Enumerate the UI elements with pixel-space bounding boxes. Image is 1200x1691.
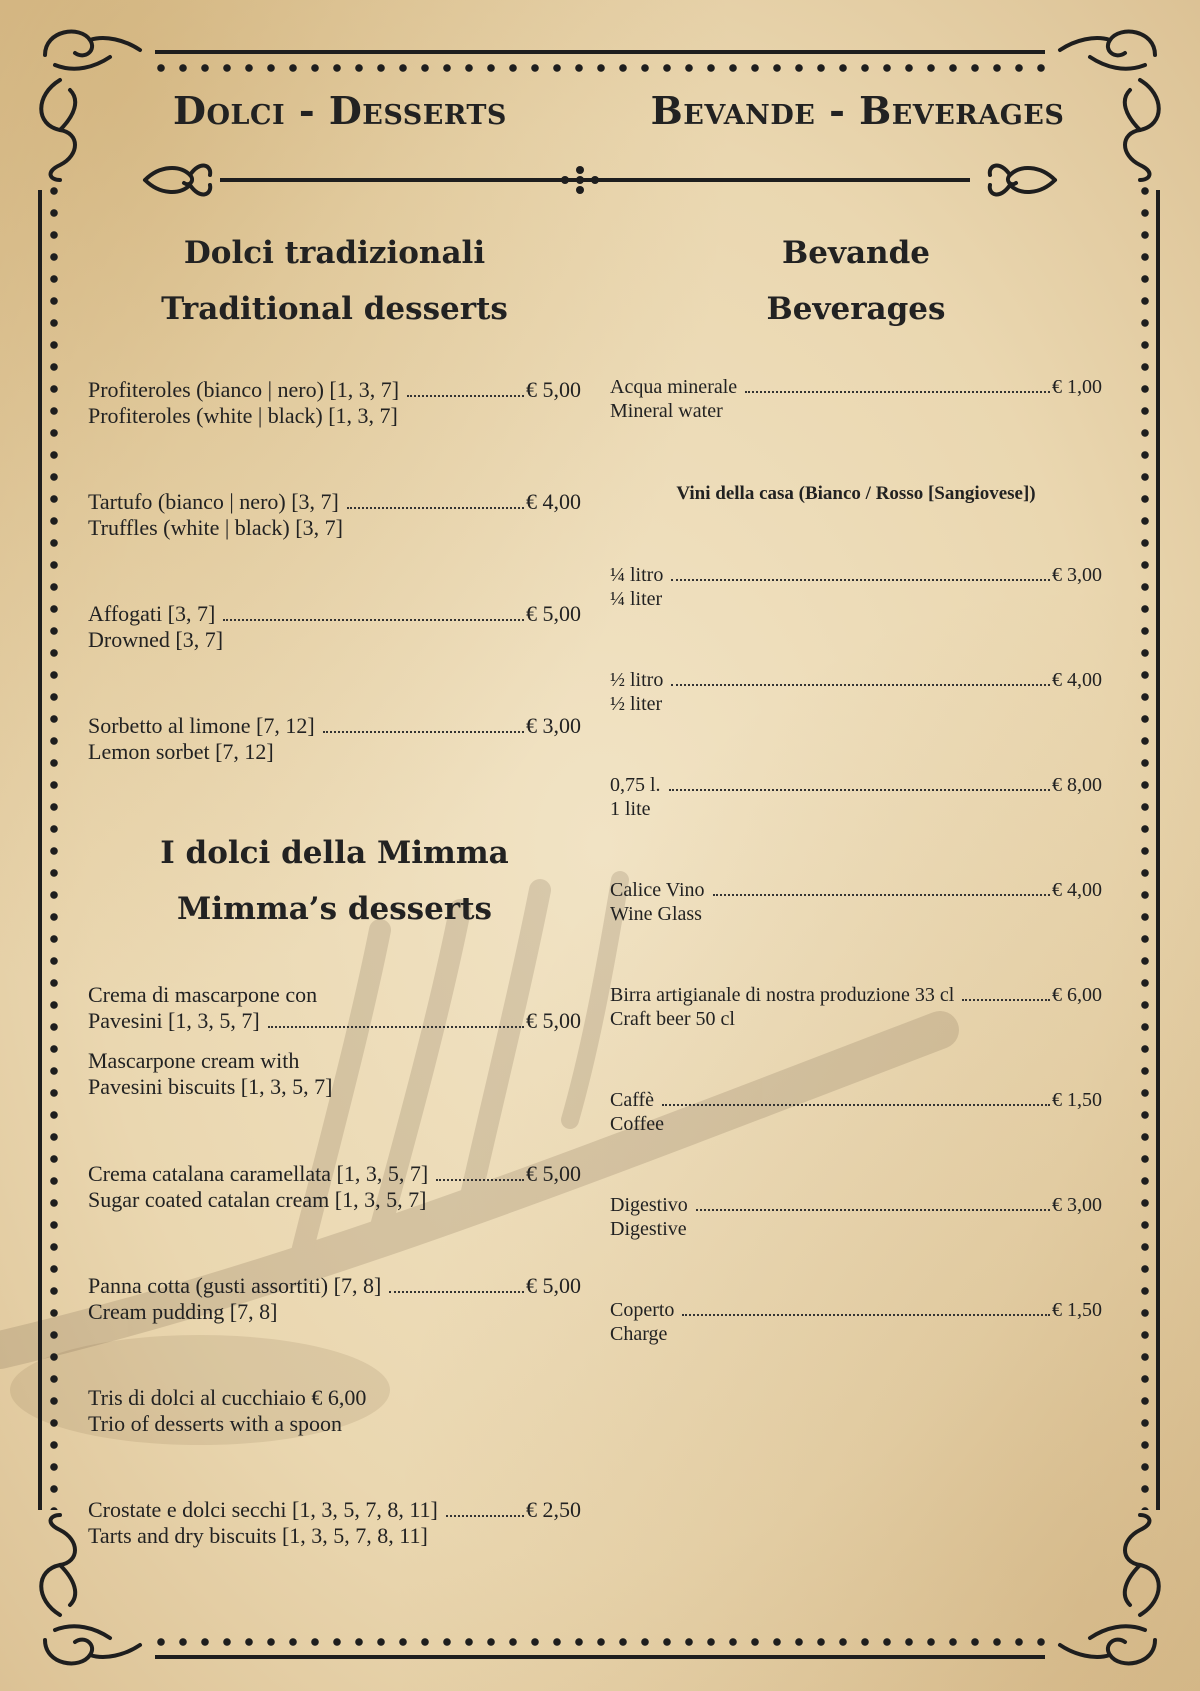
item-name: 0,75 l. bbox=[610, 774, 661, 796]
menu-item bbox=[610, 1088, 1102, 1136]
item-price: € 5,00 bbox=[526, 1008, 581, 1033]
menu-item bbox=[88, 713, 581, 765]
house-wines-title: Vini della casa (Bianco / Rosso [Sangiovese]) bbox=[676, 483, 1036, 504]
item-translation: ¼ liter bbox=[610, 588, 663, 610]
item-price: € 5,00 bbox=[526, 1273, 581, 1298]
item-name-line1: Crema di mascarpone con bbox=[88, 982, 318, 1007]
frame-bottom-dots bbox=[150, 1637, 1050, 1647]
item-name: Calice Vino bbox=[610, 879, 705, 901]
item-translation: Lemon sorbet [7, 12] bbox=[88, 739, 274, 764]
item-name: Coperto bbox=[610, 1299, 675, 1321]
item-price: € 1,00 bbox=[1052, 376, 1102, 398]
menu-item bbox=[88, 1497, 581, 1549]
item-translation: Mineral water bbox=[610, 400, 723, 422]
item-name: ¼ litro bbox=[610, 564, 664, 586]
item-price: € 3,00 bbox=[1052, 564, 1102, 586]
side-ornament-bottom-right bbox=[1110, 1510, 1170, 1620]
menu-item bbox=[610, 878, 1102, 926]
item-translation-line1: Mascarpone cream with bbox=[88, 1048, 300, 1073]
item-name: ½ litro bbox=[610, 669, 664, 691]
side-ornament-bottom-left bbox=[30, 1510, 90, 1620]
item-name: Crema catalana caramellata [1, 3, 5, 7] bbox=[88, 1161, 429, 1186]
menu-item bbox=[88, 601, 581, 653]
section-title-mimma-en: Mimma’s desserts bbox=[177, 891, 492, 927]
item-translation: ½ liter bbox=[610, 693, 663, 715]
item-name: Caffè bbox=[610, 1089, 655, 1111]
corner-ornament-bottom-left bbox=[35, 1610, 145, 1680]
menu-item bbox=[610, 1298, 1102, 1346]
beverages-column bbox=[610, 225, 1102, 1345]
frame-top-line bbox=[155, 50, 1045, 54]
item-translation: Drowned [3, 7] bbox=[88, 627, 224, 652]
item-price: € 4,00 bbox=[1052, 879, 1102, 901]
item-price: € 4,00 bbox=[1052, 669, 1102, 691]
item-translation: 1 lite bbox=[610, 798, 651, 820]
menu-item-mascarpone bbox=[88, 982, 581, 1100]
menu-item bbox=[610, 375, 1102, 423]
heading-beverages: Bevande - Beverages bbox=[650, 88, 1065, 133]
menu-item bbox=[88, 1161, 581, 1213]
section-title-beverages-en: Beverages bbox=[766, 291, 946, 327]
corner-ornament-bottom-right bbox=[1055, 1610, 1165, 1680]
menu-item bbox=[610, 773, 1102, 821]
item-price: € 5,00 bbox=[526, 377, 581, 402]
item-price: € 1,50 bbox=[1052, 1299, 1102, 1321]
item-translation: Charge bbox=[610, 1323, 668, 1345]
menu-item bbox=[610, 983, 1102, 1031]
item-translation-line2: Pavesini biscuits [1, 3, 5, 7] bbox=[88, 1074, 333, 1099]
item-price: € 5,00 bbox=[526, 1161, 581, 1186]
item-translation: Digestive bbox=[610, 1218, 687, 1240]
item-price: € 4,00 bbox=[526, 489, 581, 514]
item-name: Tartufo (bianco | nero) [3, 7] bbox=[88, 489, 339, 514]
item-translation: Sugar coated catalan cream [1, 3, 5, 7] bbox=[88, 1187, 427, 1212]
item-price: € 1,50 bbox=[1052, 1089, 1102, 1111]
item-name: Sorbetto al limone [7, 12] bbox=[88, 713, 315, 738]
item-name: Birra artigianale di nostra produzione 33 cl bbox=[610, 984, 955, 1006]
item-name: Affogati [3, 7] bbox=[88, 601, 216, 626]
item-name: Pavesini [1, 3, 5, 7] bbox=[88, 1008, 260, 1033]
menu-item bbox=[88, 1273, 581, 1325]
item-price: € 8,00 bbox=[1052, 774, 1102, 796]
menu-item bbox=[88, 489, 581, 541]
item-name: Tris di dolci al cucchiaio € 6,00 bbox=[88, 1385, 367, 1410]
side-ornament-top-left bbox=[30, 75, 90, 185]
item-translation: Truffles (white | black) [3, 7] bbox=[88, 515, 343, 540]
item-name: Panna cotta (gusti assortiti) [7, 8] bbox=[88, 1273, 382, 1298]
item-translation: Wine Glass bbox=[610, 903, 702, 925]
flourish-divider bbox=[140, 155, 1060, 205]
heading-desserts: Dolci - Desserts bbox=[173, 88, 507, 133]
item-price: € 3,00 bbox=[526, 713, 581, 738]
item-translation: Cream pudding [7, 8] bbox=[88, 1299, 278, 1324]
frame-right-dots bbox=[1140, 180, 1150, 1510]
frame-left-line bbox=[38, 190, 42, 1510]
item-name: Acqua minerale bbox=[610, 376, 738, 398]
section-title-traditional-en: Traditional desserts bbox=[161, 291, 508, 327]
desserts-column bbox=[88, 225, 581, 1548]
item-name: Profiteroles (bianco | nero) [1, 3, 7] bbox=[88, 377, 400, 402]
item-price: € 2,50 bbox=[526, 1497, 581, 1522]
item-price: € 5,00 bbox=[526, 601, 581, 626]
item-translation: Craft beer 50 cl bbox=[610, 1008, 735, 1030]
section-title-traditional-it: Dolci tradizionali bbox=[183, 235, 486, 271]
item-name: Digestivo bbox=[610, 1194, 688, 1216]
section-title-beverages-it: Bevande bbox=[782, 235, 930, 271]
item-price: € 3,00 bbox=[1052, 1194, 1102, 1216]
item-translation: Tarts and dry biscuits [1, 3, 5, 7, 8, 11] bbox=[88, 1523, 428, 1548]
menu-item-tris bbox=[88, 1385, 581, 1437]
menu-item bbox=[610, 1193, 1102, 1241]
frame-left-dots bbox=[49, 180, 59, 1510]
item-price: € 6,00 bbox=[1052, 984, 1102, 1006]
frame-right-line bbox=[1156, 190, 1160, 1510]
menu-item bbox=[610, 668, 1102, 716]
menu-item bbox=[88, 377, 581, 429]
item-translation: Coffee bbox=[610, 1113, 665, 1135]
section-title-mimma-it: I dolci della Mimma bbox=[160, 835, 509, 871]
item-translation: Profiteroles (white | black) [1, 3, 7] bbox=[88, 403, 398, 428]
frame-bottom-line bbox=[155, 1655, 1045, 1659]
item-translation: Trio of desserts with a spoon bbox=[88, 1411, 343, 1436]
frame-top-dots bbox=[150, 63, 1050, 73]
item-name: Crostate e dolci secchi [1, 3, 5, 7, 8, 11] bbox=[88, 1497, 438, 1522]
side-ornament-top-right bbox=[1110, 75, 1170, 185]
menu-item bbox=[610, 563, 1102, 611]
